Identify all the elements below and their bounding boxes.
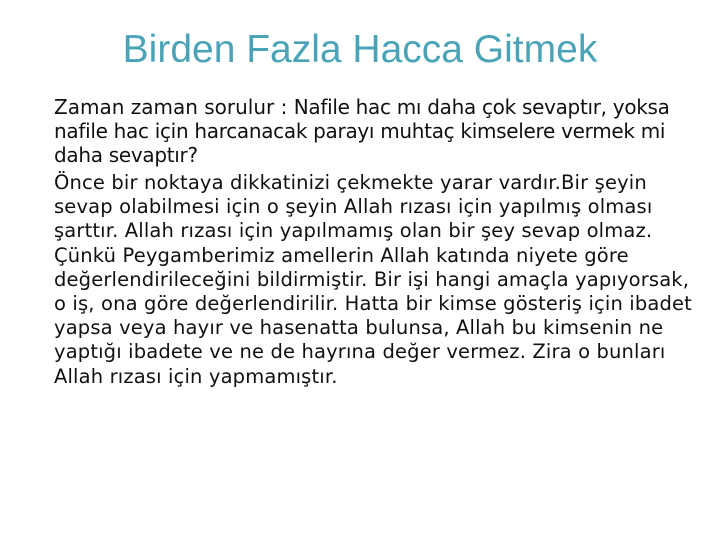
question-emphasis: Nafile hac mı daha çok sevaptır, yoksa nafile hac için harcanacak parayı muhtaç kimselere vermek mi daha sevaptır? — [54, 95, 670, 167]
body-paragraph: Önce bir noktaya dikkatinizi çekmekte yarar vardır.Bir şeyin sevap olabilmesi için o şeyin Allah rızası için yapılmış olması şarttır. Allah rızası için yapılmamış olan bir şey sevap olmaz. Çünkü Peygamberimiz amellerin Allah katında niyete göre değerlendirileceğini bildirmiştir. Bir işi hangi amaçla yapıyorsak, o iş, ona göre değerlendirilir. Hatta bir kimse gösteriş için ibadet yapsa veya hayır ve hasenatta bulunsa, Allah bu kimsenin ne yaptığı ibadete ve ne de hayrına değer vermez. Zira o bunları Allah rızası için yapmamıştır. — [54, 171, 692, 388]
question-paragraph — [54, 95, 694, 167]
slide-body — [54, 95, 694, 393]
slide-title: Birden Fazla Hacca Gitmek — [122, 28, 598, 71]
question-lead: Zaman zaman sorulur : — [54, 95, 294, 119]
